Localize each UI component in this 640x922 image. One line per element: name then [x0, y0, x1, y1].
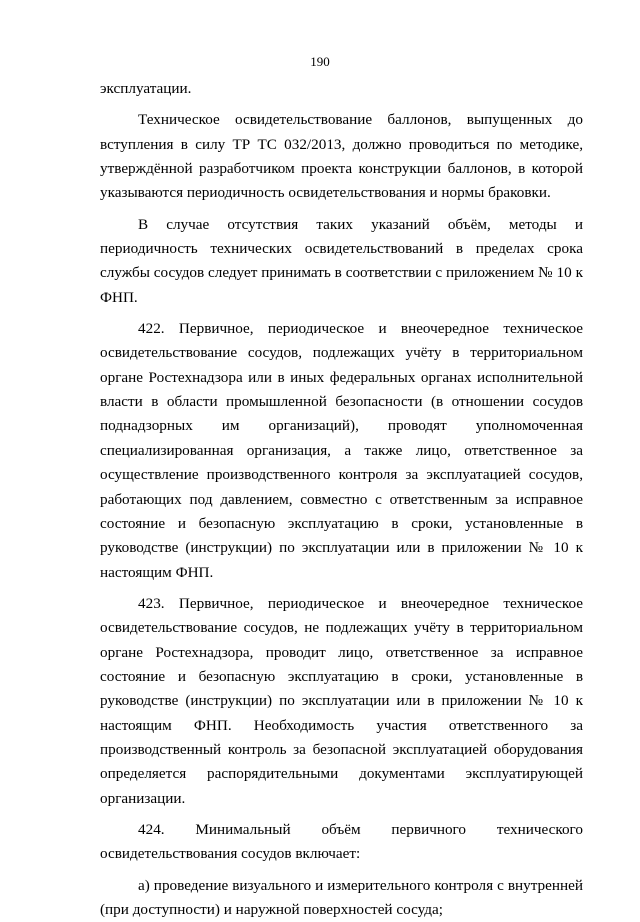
paragraph-424: 424. Минимальный объём первичного технического освидетельствования сосудов включает:: [100, 820, 583, 863]
paragraph-continuation: эксплуатации.: [100, 80, 192, 97]
page-number: 190: [310, 54, 330, 69]
paragraph-422: 422. Первичное, периодическое и внеочередное техническое освидетельствование сосудов, подлежащих учёту в территориальном органе Ростехнадзора или в иных федеральных органах исполнительной власти в области промышленной безопасности (в отношении сосудов поднадзорных им организаций), проводят уполномоченная специализированная организация, а также лицо, ответственное за осуществление производственного контроля за эксплуатацией сосудов, работающих под давлением, совместно с ответственным за исправное состояние и безопасную эксплуатацию в сроки, установленные в руководстве (инструкции) по эксплуатации или в приложении № 10 к настоящим ФНП.: [100, 320, 583, 581]
document-body: [100, 77, 583, 922]
paragraph-423: 423. Первичное, периодическое и внеочередное техническое освидетельствование сосудов, не подлежащих учёту в территориальном органе Ростехнадзора, проводит лицо, ответственное за исправное состояние и безопасную эксплуатацию в сроки, установленные в руководстве (инструкции) по эксплуатации или в приложении № 10 к настоящим ФНП. Необходимость участия ответственного за производственный контроль за безопасной эксплуатацией оборудования определяется распорядительными документами эксплуатирующей организации.: [100, 594, 583, 807]
paragraph-cylinders-inspection: Техническое освидетельствование баллонов, выпущенных до вступления в силу ТР ТС 032/2013, должно проводиться по методике, утверждённой разработчиком проекта конструкции баллонов, в которой указываются периодичность освидетельствования и нормы браковки.: [100, 111, 583, 202]
paragraph-424-a: а) проведение визуального и измерительного контроля с внутренней (при доступности) и наружной поверхностей сосуда;: [100, 876, 583, 918]
paragraph-no-instructions: В случае отсутствия таких указаний объём, методы и периодичность технических освидетельствований в пределах срока службы сосудов следует принимать в соответствии с приложением № 10 к ФНП.: [100, 215, 583, 306]
